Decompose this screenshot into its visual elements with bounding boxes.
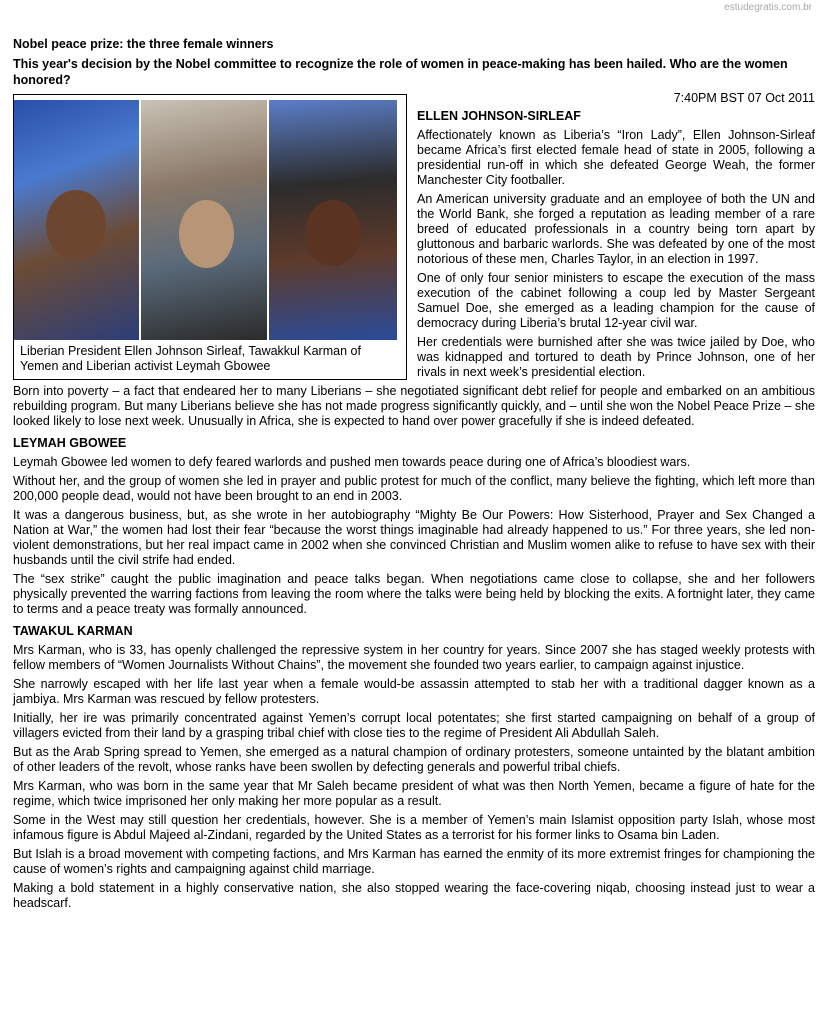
paragraph: The “sex strike” caught the public imagination and peace talks began. When negotiations came close to collapse, she and her followers physically prevented the warring factions from leaving the room where the talks were being held by blocking the exits. A fortnight later, they came to terms and a peace treaty was formally announced.: [13, 572, 815, 616]
section-heading-leymah: LEYMAH GBOWEE: [13, 436, 127, 450]
paragraph: She narrowly escaped with her life last year when a female would-be assassin attempted to stab her with a traditional dagger known as a jambiya. Mrs Karman was rescued by fellow protesters.: [13, 677, 815, 706]
paragraph: Affectionately known as Liberia’s “Iron Lady”, Ellen Johnson-Sirleaf became Africa’s first elected female head of state in 2005, following a presidential run-off in which she defeated George Weah, the former Manchester City footballer.: [417, 128, 815, 187]
photo-caption: Liberian President Ellen Johnson Sirleaf, Tawakkul Karman of Yemen and Liberian activist Leymah Gbowee: [20, 344, 361, 373]
section-heading-tawakul: TAWAKUL KARMAN: [13, 624, 133, 638]
article-standfirst: This year's decision by the Nobel committee to recognize the role of women in peace-making has been hailed. Who are the women honored?: [13, 57, 788, 87]
article-headline: Nobel peace prize: the three female winners: [13, 37, 274, 51]
photo-leymah-gbowee: [269, 100, 397, 340]
site-watermark: estudegratis.com.br: [724, 2, 812, 13]
paragraph: Mrs Karman, who is 33, has openly challenged the repressive system in her country for years. Since 2007 she has staged weekly protests with fellow members of “Women Journalists Without Chains”, the movement she founded two years earlier, to campaign against injustice.: [13, 643, 815, 672]
section-heading-ellen: ELLEN JOHNSON-SIRLEAF: [417, 109, 581, 123]
paragraph: Her credentials were burnished after she was twice jailed by Doe, who was kidnapped and tortured to death by Prince Johnson, one of her rivals in next week’s presidential election.: [417, 335, 815, 379]
paragraph: Some in the West may still question her credentials, however. She is a member of Yemen’s main Islamist opposition party Islah, whose most infamous figure is Abdul Majeed al-Zindani, regarded by the United States as a terrorist for his former links to Osama bin Laden.: [13, 813, 815, 842]
paragraph: It was a dangerous business, but, as she wrote in her autobiography “Mighty Be Our Powers: How Sisterhood, Prayer and Sex Changed a Nation at War,” the women had lost their fear “because the worst things imaginable had already happened to us.” For three years, she led non-violent demonstrations, but her real impact came in 2002 when she convinced Christian and Muslim women alike to refuse to have sex with their husbands until the civil strife had ended.: [13, 508, 815, 567]
article-dateline: 7:40PM BST 07 Oct 2011: [673, 91, 815, 105]
paragraph: An American university graduate and an employee of both the UN and the World Bank, she forged a reputation as leading member of a rare breed of educated professionals in a country being torn apart by gluttonous and barbaric warlords. She was defeated by one of the most notorious of these men, Charles Taylor, in an election in 1997.: [417, 192, 815, 266]
paragraph: But Islah is a broad movement with competing factions, and Mrs Karman has earned the enmity of its more extremist fringes for championing the cause of women’s rights and campaigning against child marriage.: [13, 847, 815, 876]
photo-strip: [14, 100, 402, 340]
paragraph: Making a bold statement in a highly conservative nation, she also stopped wearing the face-covering niqab, choosing instead just to wear a headscarf.: [13, 881, 815, 910]
paragraph: Mrs Karman, who was born in the same year that Mr Saleh became president of what was then North Yemen, became a figure of hate for the regime, which twice imprisoned her only making her more popular as a result.: [13, 779, 815, 808]
photo-figure: [13, 94, 407, 380]
photo-ellen-johnson-sirleaf: [14, 100, 139, 340]
paragraph: Without her, and the group of women she led in prayer and public protest for much of the conflict, many believe the fighting, which left more than 200,000 people dead, would not have been brought to an end in 2003.: [13, 474, 815, 503]
paragraph: Born into poverty – a fact that endeared her to many Liberians – she negotiated significant debt relief for people and embarked on an ambitious rebuilding program. But many Liberians believe she has not made progress significantly quickly, and – until she won the Nobel Peace Prize – she looked likely to lose next week. Unusually in Africa, she is expected to hand over power gracefully if she is indeed defeated.: [13, 384, 815, 428]
paragraph: Initially, her ire was primarily concentrated against Yemen’s corrupt local potentates; she first started campaigning on behalf of a group of villagers evicted from their land by a grasping tribal chief with close ties to the regime of President Ali Abdullah Saleh.: [13, 711, 815, 740]
photo-tawakkul-karman: [141, 100, 267, 340]
paragraph: Leymah Gbowee led women to defy feared warlords and pushed men towards peace during one of Africa’s bloodiest wars.: [13, 455, 691, 469]
paragraph: But as the Arab Spring spread to Yemen, she emerged as a natural champion of ordinary protesters, someone untainted by the blatant ambition of other leaders of the revolt, whose ranks have been swollen by defecting generals and powerful tribal chiefs.: [13, 745, 815, 774]
article: [13, 36, 815, 915]
paragraph: One of only four senior ministers to escape the execution of the mass execution of the cabinet following a coup led by Master Sergeant Samuel Doe, she emerged as a leading champion for the cause of democracy during Liberia’s brutal 12-year civil war.: [417, 271, 815, 330]
